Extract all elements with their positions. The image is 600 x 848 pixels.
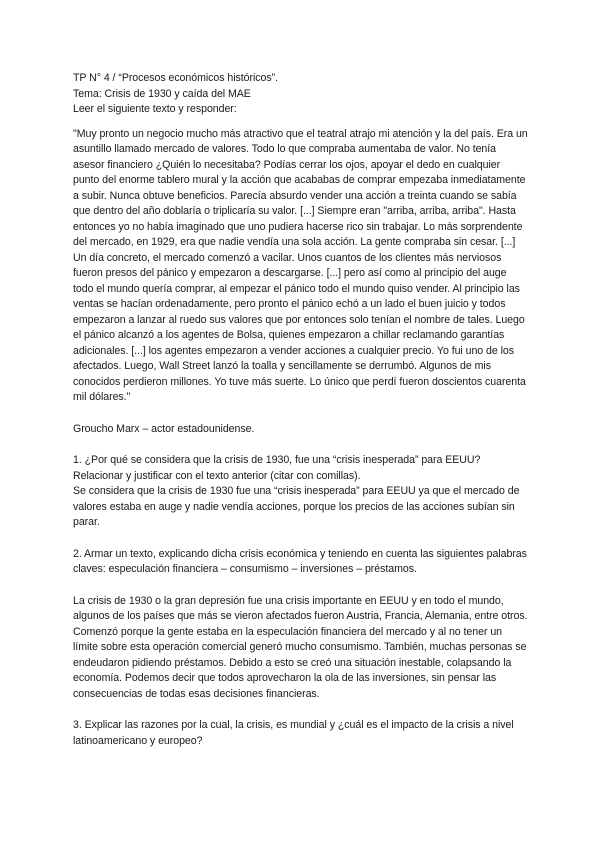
- question-2: 2. Armar un texto, explicando dicha crisis económica y teniendo en cuenta las siguientes palabras claves: especulación financiera – consumismo – inversiones – préstamos.: [73, 547, 527, 575]
- answer-1: Se considera que la crisis de 1930 fue una “crisis inesperada” para EEUU ya que el mercado de valores estaba en auge y nadie vendía acciones, porque los precios de las acciones subían sin parar.: [73, 485, 520, 528]
- assignment-instruction: Leer el siguiente texto y responder:: [73, 103, 237, 115]
- quote-attribution: Groucho Marx – actor estadounidense.: [73, 422, 255, 435]
- question-block-3: [73, 718, 528, 749]
- answer-2: La crisis de 1930 o la gran depresión fue una crisis importante en EEUU y en todo el mundo, algunos de los países que más se vieron afectados fueron Austria, Francia, Alemania, entre otros. Comenzó porque la gente estaba en la especulación financiera del mercado y al no tener un límite sobre esta operación comercial generó mucho consumismo. También, muchas personas se endeudaron pidiendo préstamos. Debido a esto se creó una situación inestable, colapsando la economía. Podemos decir que todos aprovecharon la ola de las inversiones, sin pensar las consecuencias de todas esas decisiones financieras.: [73, 594, 528, 700]
- quote-text: "Muy pronto un negocio mucho más atractivo que el teatral atrajo mi atención y la del país. Era un asuntillo llamado mercado de valores. Todo lo que compraba aumentaba de valor. No tenía asesor financiero ¿Quién lo necesitaba? Podías cerrar los ojos, apoyar el dedo en cualquier punto del enorme tablero mural y la acción que acababas de comprar empezaba inmediatamente a subir. Nunca obtuve beneficios. Parecía absurdo vender una acción a treinta cuando se sabía que dentro del año doblaría o triplicaría su valor. [...] Siempre eran "arriba, arriba, arriba". Hasta entonces yo no había imaginado que uno pudiera hacerse rico sin trabajar. Lo más sorprendente del mercado, en 1929, era que nadie vendía una sola acción. La gente compraba sin cesar. [...] Un día concreto, el mercado comenzó a vacilar. Unos cuantos de los clientes más nerviosos fueron presos del pánico y empezaron a descargarse. [...] pero así como al principio del auge todo el mundo quería comprar, al empezar el pánico todo el mundo quiso vender. Al principio las ventas se hacían ordenadamente, pero pronto el pánico echó a un lado el buen juicio y todos empezaron a lanzar al ruedo sus valores que por entonces solo tenían el nombre de tales. Luego el pánico alcanzó a los agentes de Bolsa, quienes empezaron a chillar reclamando garantías adicionales. [...] los agentes empezaron a vender acciones a cualquier precio. Yo fui uno de los afectados. Luego, Wall Street lanzó la toalla y sencillamente se derrumbó. Algunos de mis conocidos perdieron millones. Yo tuve más suerte. Lo único que perdí fueron doscientos cuarenta mil dólares.": [73, 127, 528, 403]
- document-header: [73, 71, 528, 118]
- question-block-1: [73, 453, 528, 531]
- document-page: [73, 71, 528, 749]
- question-1: 1. ¿Por qué se considera que la crisis de 1930, fue una “crisis inesperada” para EEUU? Relacionar y justificar con el texto anterior (citar con comillas).: [73, 454, 481, 482]
- assignment-title: TP N° 4 / “Procesos económicos históricos”.: [73, 72, 279, 84]
- assignment-topic: Tema: Crisis de 1930 y caída del MAE: [73, 87, 251, 100]
- question-block-2: [73, 547, 528, 703]
- question-3: 3. Explicar las razones por la cual, la crisis, es mundial y ¿cuál es el impacto de la crisis a nivel latinoamericano y europeo?: [73, 719, 514, 747]
